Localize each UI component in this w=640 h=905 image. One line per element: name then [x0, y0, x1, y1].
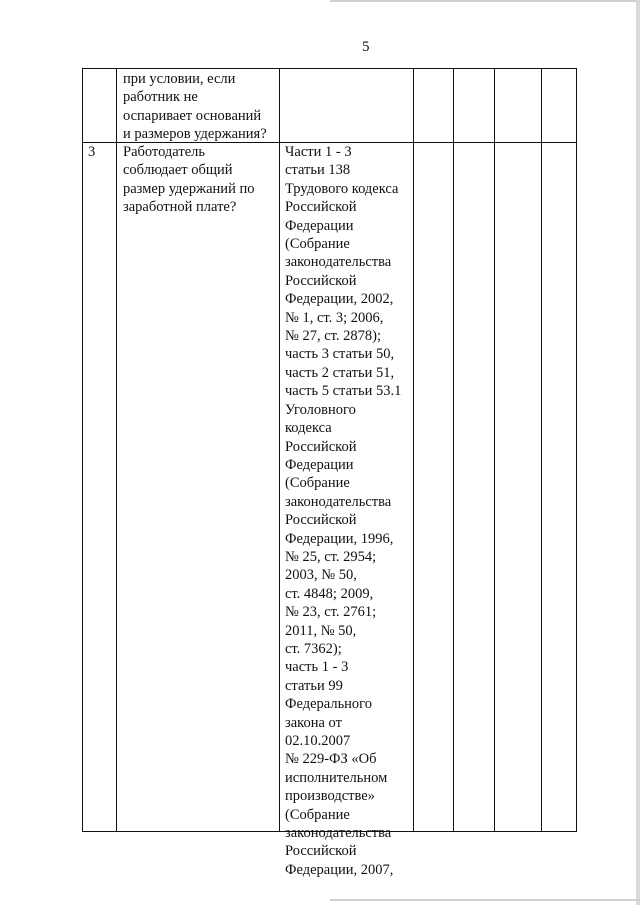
- checklist-table: [82, 68, 577, 878]
- row-2-question: Работодатель соблюдает общий размер удержаний по заработной плате?: [123, 144, 255, 216]
- row-2-number: 3: [88, 144, 96, 160]
- column-divider-no: [494, 68, 495, 832]
- column-divider-reference: [413, 68, 414, 832]
- scan-edge-top: [330, 0, 640, 2]
- table-border-right: [576, 68, 577, 832]
- page-number: 5: [362, 39, 370, 55]
- row-1-question: при условии, если работник не оспаривает оснований и размеров удержания?: [123, 71, 267, 143]
- scan-edge-right: [636, 0, 640, 905]
- table-border-left: [82, 68, 83, 832]
- scan-edge-bottom: [330, 899, 640, 901]
- row-2-reference: Части 1 - 3 статьи 138 Трудового кодекса Российской Федерации (Собрание законодательства Российской Федерации, 2002, № 1, ст. 3; 2006, № 27, ст. 2878); часть 3 статьи 50, часть 2 статьи 51, часть 5 статьи 53.1 Уголовного кодекса Российской Федерации (Собрание законодательства Российской Федерации, 1996, № 25, ст. 2954; 2003, № 50, ст. 4848; 2009, № 23, ст. 2761; 2011, № 50, ст. 7362); часть 1 - 3 статьи 99 Федерального закона от 02.10.2007 № 229-ФЗ «Об исполнительном производстве» (Собрание законодательства Российской Федерации, 2007,: [285, 144, 402, 878]
- column-divider-question: [279, 68, 280, 832]
- column-divider-yes: [453, 68, 454, 832]
- column-divider-number: [116, 68, 117, 832]
- table-border-top: [82, 68, 577, 69]
- column-divider-na: [541, 68, 542, 832]
